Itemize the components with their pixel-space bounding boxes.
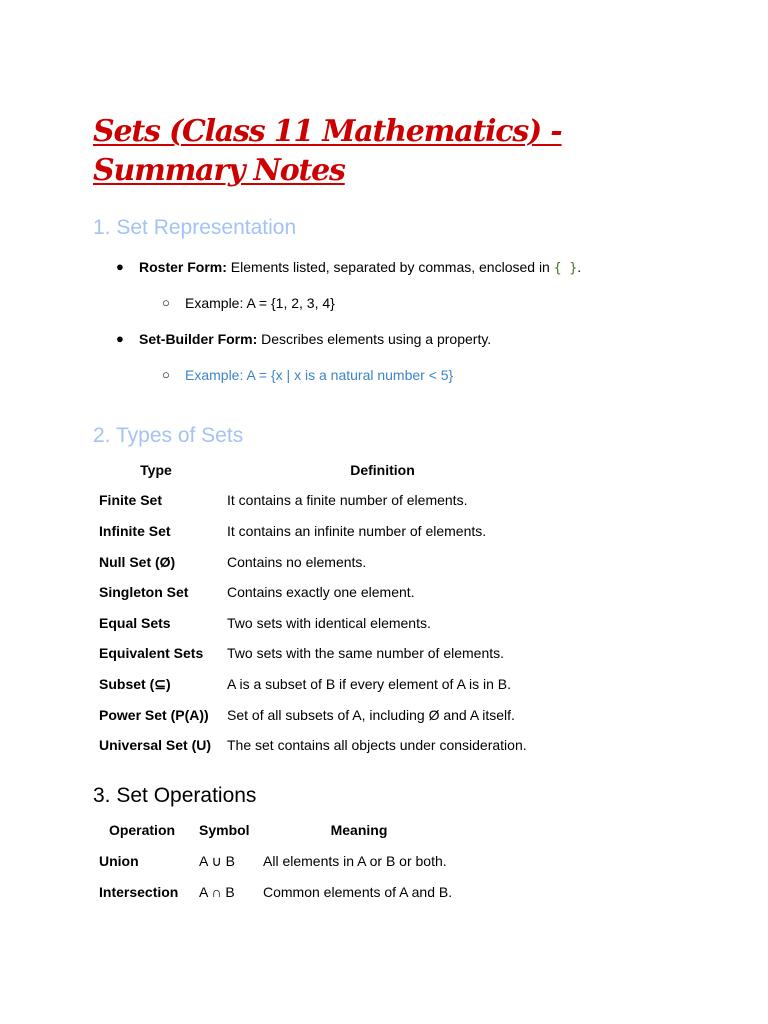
roster-form-example: Example: A = {1, 2, 3, 4} [185,295,335,311]
table-cell-definition: The set contains all objects under consideration. [227,737,527,753]
section-heading-set-representation: 1. Set Representation [93,216,297,239]
table-header-symbol: Symbol [199,822,250,838]
table-cell-type: Infinite Set [99,523,171,539]
table-cell-type: Equivalent Sets [99,645,204,661]
table-cell-definition: A is a subset of B if every element of A is in B. [227,676,512,692]
table-cell-type: Universal Set (U) [99,737,212,753]
roster-form-code: { } [553,261,578,276]
section-heading-set-operations: 3. Set Operations [93,784,257,807]
table-header-meaning: Meaning [330,822,388,838]
sub-bullet-icon: ○ [162,367,170,382]
table-cell-type: Singleton Set [99,584,189,600]
roster-form-tail: . [577,259,582,275]
roster-form-text: Elements listed, separated by commas, enclosed in [230,259,554,275]
table-cell-symbol: A ∩ B [199,884,235,900]
set-builder-form-text: Describes elements using a property. [261,331,492,347]
table-cell-meaning: Common elements of A and B. [263,884,453,900]
table-header-operation: Operation [108,822,176,838]
table-cell-definition: Two sets with the same number of elements. [227,645,505,661]
table-cell-definition: Two sets with identical elements. [227,615,431,631]
sub-bullet-icon: ○ [162,295,170,310]
set-builder-form-example: Example: A = {x | x is a natural number < 5} [185,367,454,383]
roster-form-label: Roster Form: [139,259,227,275]
table-cell-type: Equal Sets [99,615,171,631]
table-cell-operation: Union [99,853,139,869]
set-builder-form-label: Set-Builder Form: [139,331,258,347]
bullet-icon: ● [116,331,124,346]
bullet-icon: ● [116,259,124,274]
table-cell-definition: It contains a finite number of elements. [227,492,468,508]
table-cell-type: Finite Set [99,492,163,508]
table-cell-definition: It contains an infinite number of elements. [227,523,487,539]
table-header-type: Type [140,462,172,478]
list-item-set-builder-form [139,330,491,348]
table-header-definition: Definition [350,462,415,478]
table-cell-definition: Contains exactly one element. [227,584,415,600]
table-cell-type: Subset (⊆) [99,676,171,692]
table-cell-meaning: All elements in A or B or both. [263,853,447,869]
page-title: Sets (Class 11 Mathematics) - Summary Notes [93,114,562,188]
section-heading-types-of-sets: 2. Types of Sets [93,424,244,447]
table-cell-symbol: A ∪ B [199,853,235,869]
table-cell-definition: Set of all subsets of A, including Ø and A itself. [227,707,515,723]
table-cell-type: Null Set (Ø) [99,554,176,570]
table-cell-type: Power Set (P(A)) [99,707,209,723]
list-item-roster-form [139,258,581,278]
table-cell-operation: Intersection [99,884,179,900]
table-cell-definition: Contains no elements. [227,554,367,570]
